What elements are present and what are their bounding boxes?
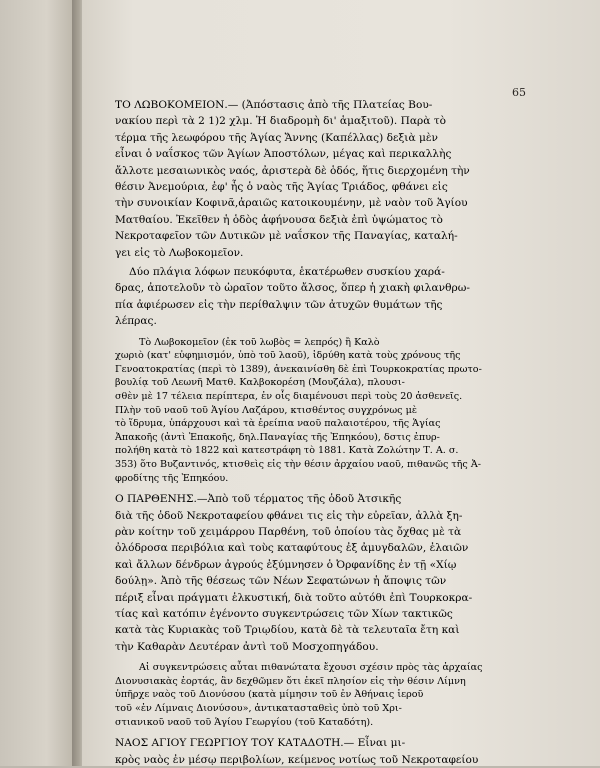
text-line: τὴν συνοικίαν Κοφινᾶ,ἀραιῶς κατοικουμένην, μὲ ναὸν τοῦ Ἁγίου xyxy=(115,197,468,210)
page-text xyxy=(115,97,527,768)
text-line: ὑπῆρχε ναὸς τοῦ Διονύσου (κατὰ μίμησιν τοῦ ἐν Ἀθήναις ἱεροῦ xyxy=(115,689,424,701)
text-line: Ματθαίου. Ἐκεῖθεν ἡ ὁδὸς ἀφήνουσα δεξιὰ ἐπὶ ὑψώματος τὸ xyxy=(115,213,443,226)
text-line: γει εἰς τὸ Λωβοκομεῖον. xyxy=(115,246,244,259)
section-parthenis xyxy=(115,491,527,655)
text-line: τὴν Καθαρὰν Δευτέραν ἀντὶ τοῦ Μοσχοπηγάδου. xyxy=(115,640,379,653)
section-history-note xyxy=(115,336,527,486)
text-line: λέπρας. xyxy=(115,315,157,328)
text-line: Γενοατοκρατίας (περὶ τὸ 1389), ἀνεκαινίσθη δὲ ἐπὶ Τουρκοκρατίας πρωτο- xyxy=(115,363,482,375)
text-line: δούλῃ». Ἀπὸ τῆς θέσεως τῶν Νέων Σεφατώνων ἡ ἄποψις τῶν xyxy=(115,575,447,588)
text-line: Διονυσιακὰς ἑορτάς, ἂν δεχθῶμεν ὅτι ἐκεῖ πλησίον εἰς τὴν θέσιν Λίμνη xyxy=(115,675,466,687)
text-line: 353) ὅτο Βυζαντινός, κτισθεὶς εἰς τὴν θέσιν ἀρχαίου ναοῦ, πιθανῶς τῆς Ἀ- xyxy=(115,459,482,471)
section-lovokomeion xyxy=(115,97,527,261)
text-line: καὶ ἄλλων δένδρων ἀγρούς ἐξύμνησεν ὁ Ὀρφανίδης ἐν τῇ «Χίῳ xyxy=(115,558,457,571)
text-line: τίας καὶ κατόπιν ἐγένοντο συγκεντρώσεις τῶν Χίων τακτικῶς xyxy=(115,608,453,621)
text-line: χωριὸ (κατ' εὐφημισμόν, ὑπὸ τοῦ λαοῦ), ἱδρύθη κατὰ τοὺς χρόνους τῆς xyxy=(115,350,461,362)
text-line: ρὰν κοίτην τοῦ χειμάρρου Παρθένη, τοῦ ὁποίου τὰς ὄχθας μὲ τὰ xyxy=(115,526,462,539)
text-line: Δύο πλάγια λόφων πευκόφυτα, ἑκατέρωθεν συσκίου χαρά- xyxy=(129,266,445,279)
text-line: τέρμα τῆς λεωφόρου τῆς Ἁγίας Ἄννης (Καπέλλας) δεξιὰ μὲν xyxy=(115,131,438,144)
page-number: 65 xyxy=(512,86,526,99)
text-line: εἶναι ὁ ναΐσκος τῶν Ἁγίων Ἀποστόλων, μέγας καὶ περικαλλὴς xyxy=(115,148,452,161)
text-line: τὸ ἵδρυμα, ὑπάρχουσι καὶ τὰ ἐρείπια ναοῦ παλαιοτέρου, τῆς Ἁγίας xyxy=(115,418,441,430)
section-gatherings-note xyxy=(115,661,527,729)
text-line: κρὸς ναὸς ἐν μέσῳ περιβολίων, κείμενος νοτίως τοῦ Νεκροταφείου xyxy=(115,753,479,766)
text-line: Νεκροταφεῖον τῶν Δυτικῶν μὲ ναΐσκον τῆς Παναγίας, καταλή- xyxy=(115,230,458,243)
text-line: τοῦ «ἐν Λίμναις Διονύσου», ἀντικατασταθεὶς ὑπὸ τοῦ Χρι- xyxy=(115,703,402,715)
text-line: πολήθη κατὰ τὸ 1822 καὶ κατεστράφη τὸ 1881. Κατὰ Ζολώτην Τ. Α. σ. xyxy=(115,445,459,457)
text-line: σθὲν μὲ 17 τέλεια περίπτερα, ἐν οἷς διαμένουσι περὶ τοὺς 20 ἀσθενεῖς. xyxy=(115,391,463,403)
text-line: ΤΟ ΛΩΒΟΚΟΜΕΙΟΝ.— (Ἀπόστασις ἀπὸ τῆς Πλατείας Βου- xyxy=(115,99,433,111)
section-agios-georgios xyxy=(115,735,527,768)
text-line: ὀλόδροσα περιβόλια καὶ τοὺς καταφύτους ἐξ ἀμυγδαλῶν, ἐλαιῶν xyxy=(115,542,469,555)
text-line: πία ἀφιέρωσεν εἰς τὴν περίθαλψιν τῶν ἀτυχῶν θυμάτων τῆς xyxy=(115,298,443,311)
text-line: Πλὴν τοῦ ναοῦ τοῦ Ἁγίου Λαζάρου, κτισθέντος συγχρόνως μὲ xyxy=(115,404,417,416)
text-line: φροδίτης τῆς Ἐπηκόου. xyxy=(115,472,229,484)
text-line: ΝΑΟΣ ΑΓΙΟΥ ΓΕΩΡΓΙΟΥ ΤΟΥ ΚΑΤΑΔΟΤΗ.— Εἶναι μι- xyxy=(115,737,406,750)
text-line: πέριξ εἶναι πράγματι ἑλκυστική, διὰ τοῦτο αὐτόθι ἐπὶ Τουρκοκρα- xyxy=(115,591,473,604)
text-line: νακίου περὶ τὰ 2 1)2 χλμ. Ἡ διαδρομὴ δι' ἁμαξιτοῦ). Παρὰ τὸ xyxy=(115,115,447,128)
text-line: διὰ τῆς ὁδοῦ Νεκροταφείου φθάνει τις εἰς τὴν εὐρεῖαν, ἀλλὰ ξη- xyxy=(115,509,463,522)
text-line: Αἱ συγκεντρώσεις αὗται πιθανώτατα ἔχουσι σχέσιν πρὸς τὰς ἀρχαίας xyxy=(139,662,483,674)
text-line: στιανικοῦ ναοῦ τοῦ Ἁγίου Γεωργίου (τοῦ Καταδότη). xyxy=(115,716,374,728)
section-grove xyxy=(115,264,527,330)
text-line: Ἀπακοῆς (ἀντὶ Ἐπακοῆς, δηλ.Παναγίας τῆς Ἐπηκόου), δστις ἐπυρ- xyxy=(115,431,440,443)
text-line: κατὰ τὰς Κυριακὰς τοῦ Τριῳδίου, κατὰ δὲ τὰ τελευταῖα ἔτη καὶ xyxy=(115,624,460,637)
facing-page-edge xyxy=(0,0,78,766)
text-line: Ο ΠΑΡΘΕΝΗΣ.—Ἀπὸ τοῦ τέρματος τῆς ὁδοῦ Ἀτσικῆς xyxy=(115,493,402,506)
text-line: δρας, ἀποτελοῦν τὸ ὡραῖον τοῦτο ἄλσος, ὅπερ ἡ χιακὴ φιλανθρω- xyxy=(115,282,470,295)
text-line: βουλίᾳ τοῦ Λεωνῆ Ματθ. Καλβοκορέση (Μουζάλα), πλουσι- xyxy=(115,377,405,389)
text-line: Τὸ Λωβοκομεῖον (ἐκ τοῦ λωβὸς = λεπρός) ἢ Καλὸ xyxy=(139,336,380,348)
text-line: ἄλλοτε μεσαιωνικὸς ναός, ἀριστερὰ δὲ ὁδός, ἥτις διερχομένη τὴν xyxy=(115,164,470,177)
text-line: θέσιν Ἀνεμούρια, ἐφ' ἧς ὁ ναὸς τῆς Ἁγίας Τριάδος, φθάνει εἰς xyxy=(115,181,448,194)
